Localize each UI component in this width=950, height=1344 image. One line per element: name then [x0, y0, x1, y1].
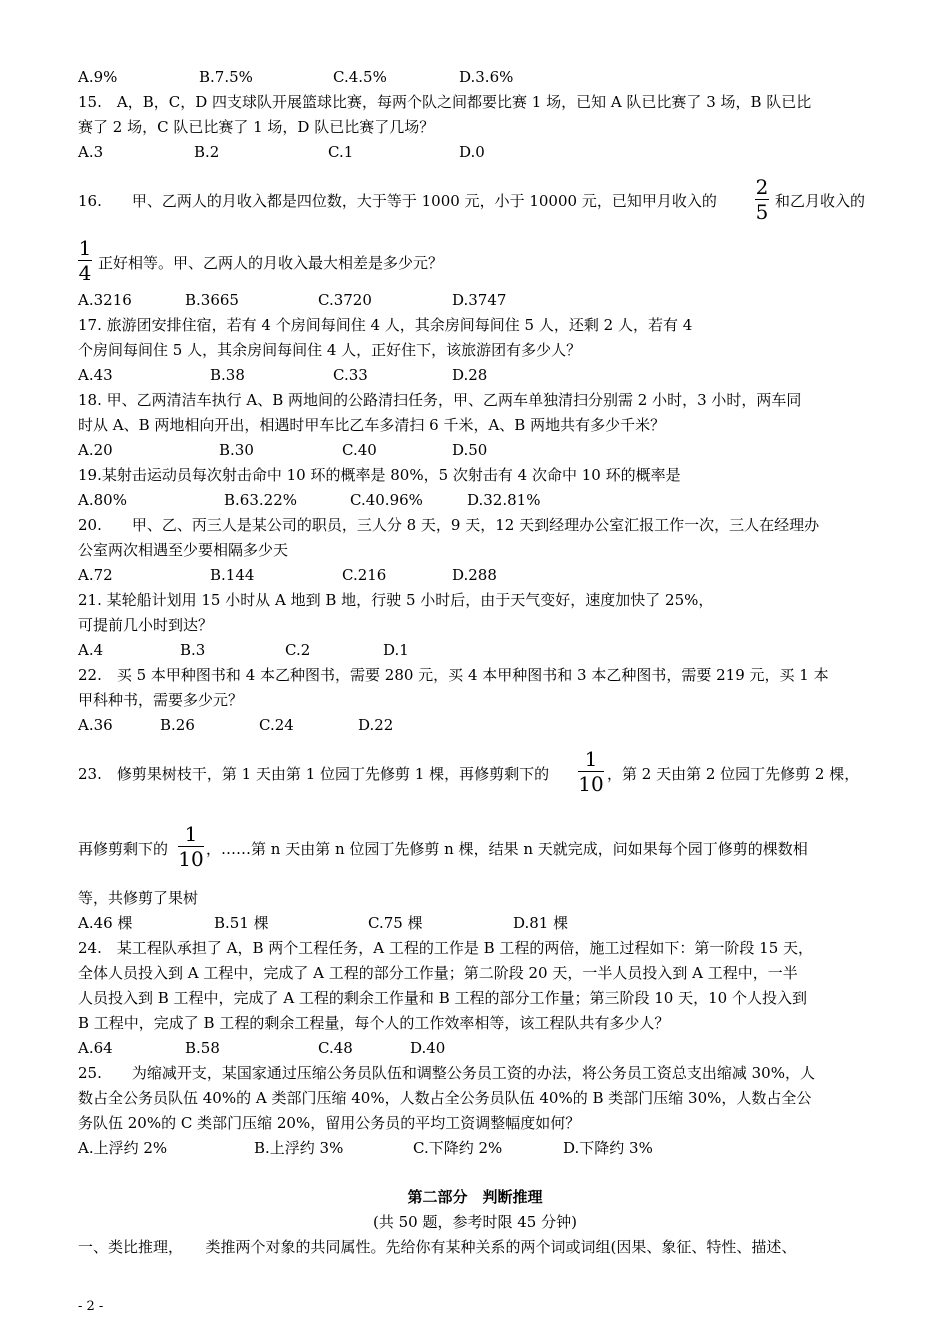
- q15-option-b: B.2: [194, 143, 220, 161]
- q21-option-c: C.2: [285, 641, 311, 659]
- q24-line-3: 人员投入到 B 工程中，完成了 A 工程的剩余工作量和 B 工程的部分工作量；第三阶段 10 天，10 个人投入到: [78, 989, 807, 1007]
- q25-option-b: B.上浮约 3%: [254, 1139, 344, 1157]
- q17-option-c: C.33: [333, 366, 368, 384]
- q20-option-b: B.144: [210, 566, 255, 584]
- q22-option-b: B.26: [160, 716, 195, 734]
- q16-fraction-1-4: [78, 237, 92, 284]
- q25-line-3: 务队伍 20%的 C 类部门压缩 20%，留用公务员的平均工资调整幅度如何？: [78, 1114, 581, 1132]
- fraction-denominator: 4: [78, 261, 92, 285]
- q16-option-c: C.3720: [318, 291, 372, 309]
- q25-line-1: 25. 为缩减开支，某国家通过压缩公务员队伍和调整公务员工资的办法，将公务员工资总支出缩减 30%，人: [78, 1064, 815, 1082]
- q17-line-1: 17. 旅游团安排住宿，若有 4 个房间每间住 4 人，其余房间每间住 5 人，还剩 2 人，若有 4: [78, 316, 693, 334]
- fraction-denominator: 10: [578, 772, 604, 796]
- fraction-numerator: 1: [184, 822, 198, 846]
- q19-line-1: 19.某射击运动员每次射击命中 10 环的概率是 80%，5 次射击有 4 次命中 10 环的概率是: [78, 466, 681, 484]
- q22-option-d: D.22: [358, 716, 394, 734]
- q20-line-2: 公室两次相遇至少要相隔多少天: [78, 541, 289, 559]
- q21-line-1: 21. 某轮船计划用 15 小时从 A 地到 B 地，行驶 5 小时后，由于天气变好，速度加快了 25%，: [78, 591, 714, 609]
- q14-option-d: D.3.6%: [459, 68, 514, 86]
- q20-option-c: C.216: [342, 566, 387, 584]
- q19-option-c: C.40.96%: [350, 491, 423, 509]
- q25-option-c: C.下降约 2%: [413, 1139, 503, 1157]
- q23-option-b: B.51 棵: [214, 914, 269, 932]
- q18-line-1: 18. 甲、乙两清洁车执行 A、B 两地间的公路清扫任务，甲、乙两车单独清扫分别需 2 小时，3 小时，两车同: [78, 391, 802, 409]
- q14-option-c: C.4.5%: [333, 68, 387, 86]
- q17-option-a: A.43: [78, 366, 113, 384]
- q15-option-c: C.1: [328, 143, 354, 161]
- q24-line-2: 全体人员投入到 A 工程中，完成了 A 工程的部分工作量；第二阶段 20 天，一半人员投入到 A 工程中，一半: [78, 964, 798, 982]
- q22-line-1: 22. 买 5 本甲种图书和 4 本乙种图书，需要 280 元，买 4 本甲种图书和 3 本乙种图书，需要 219 元，买 1 本: [78, 666, 829, 684]
- q20-option-a: A.72: [78, 566, 113, 584]
- q24-option-c: C.48: [318, 1039, 353, 1057]
- q23-line-1-tail: ，第 2 天由第 2 位园丁先修剪 2 棵，: [607, 765, 860, 783]
- q15-option-a: A.3: [78, 143, 104, 161]
- q23-option-d: D.81 棵: [513, 914, 569, 932]
- q15-line-1: 15. A，B，C，D 四支球队开展篮球比赛，每两个队之间都要比赛 1 场，已知 A 队已比赛了 3 场，B 队已比: [78, 93, 812, 111]
- section-title: 第二部分 判断推理: [407, 1188, 543, 1206]
- q15-option-d: D.0: [459, 143, 485, 161]
- q16-option-b: B.3665: [185, 291, 239, 309]
- q14-option-b: B.7.5%: [199, 68, 253, 86]
- q16-option-d: D.3747: [452, 291, 507, 309]
- q19-option-a: A.80%: [78, 491, 127, 509]
- q19-option-b: B.63.22%: [224, 491, 297, 509]
- q25-line-2: 数占全公务员队伍 40%的 A 类部门压缩 40%，人数占全公务员队伍 40%的 B 类部门压缩 30%，人数占全公: [78, 1089, 812, 1107]
- section-subtitle: (共 50 题，参考时限 45 分钟): [373, 1213, 577, 1231]
- q18-line-2: 时从 A、B 两地相向开出，相遇时甲车比乙车多清扫 6 千米，A、B 两地共有多少千米？: [78, 416, 666, 434]
- q24-option-d: D.40: [410, 1039, 446, 1057]
- q23-line-2-head: 再修剪剩下的: [78, 840, 169, 858]
- q16-line-1: 16. 甲、乙两人的月收入都是四位数，大于等于 1000 元，小于 10000 元，已知甲月收入的: [78, 192, 717, 210]
- section-intro: 一、类比推理， 类推两个对象的共同属性。先给你有某种关系的两个词或词组(因果、象征、特性、描述、: [78, 1238, 797, 1256]
- fraction-denominator: 10: [178, 847, 204, 871]
- q22-option-c: C.24: [259, 716, 294, 734]
- q16-option-a: A.3216: [78, 291, 132, 309]
- q23-line-2-tail: ，……第 n 天由第 n 位园丁先修剪 n 棵，结果 n 天就完成，问如果每个园丁修剪的棵数相: [206, 840, 808, 858]
- q23-fraction-1-10-b: [178, 823, 204, 870]
- q22-option-a: A.36: [78, 716, 113, 734]
- q16-line-1-tail: 和乙月收入的: [775, 192, 866, 210]
- fraction-numerator: 1: [78, 236, 92, 260]
- q22-line-2: 甲科种书，需要多少元？: [78, 691, 244, 709]
- page-number: - 2 -: [78, 1299, 104, 1314]
- q23-line-1: 23. 修剪果树枝干，第 1 天由第 1 位园丁先修剪 1 棵，再修剪剩下的: [78, 765, 550, 783]
- fraction-denominator: 5: [755, 200, 769, 224]
- q25-option-d: D.下降约 3%: [563, 1139, 653, 1157]
- q23-option-c: C.75 棵: [368, 914, 423, 932]
- q16-fraction-2-5: [755, 176, 769, 223]
- q23-option-a: A.46 棵: [78, 914, 133, 932]
- q24-line-4: B 工程中，完成了 B 工程的剩余工程量，每个人的工作效率相等，该工程队共有多少人？: [78, 1014, 670, 1032]
- q23-line-3: 等，共修剪了果树: [78, 889, 199, 907]
- fraction-numerator: 2: [755, 175, 769, 199]
- q18-option-a: A.20: [78, 441, 113, 459]
- q25-option-a: A.上浮约 2%: [78, 1139, 168, 1157]
- q21-option-d: D.1: [383, 641, 409, 659]
- q15-line-2: 赛了 2 场，C 队已比赛了 1 场，D 队已比赛了几场？: [78, 118, 435, 136]
- q20-option-d: D.288: [452, 566, 497, 584]
- q18-option-b: B.30: [219, 441, 254, 459]
- q24-option-b: B.58: [185, 1039, 220, 1057]
- q24-option-a: A.64: [78, 1039, 113, 1057]
- q23-fraction-1-10-a: [578, 748, 604, 795]
- q17-line-2: 个房间每间住 5 人，其余房间每间住 4 人，正好住下，该旅游团有多少人？: [78, 341, 582, 359]
- q21-line-2: 可提前几小时到达？: [78, 616, 214, 634]
- q21-option-b: B.3: [180, 641, 206, 659]
- q17-option-b: B.38: [210, 366, 245, 384]
- fraction-numerator: 1: [584, 747, 598, 771]
- q14-option-a: A.9%: [78, 68, 118, 86]
- q19-option-d: D.32.81%: [467, 491, 541, 509]
- q16-line-2: 正好相等。甲、乙两人的月收入最大相差是多少元？: [98, 254, 444, 272]
- q24-line-1: 24. 某工程队承担了 A，B 两个工程任务，A 工程的工作是 B 工程的两倍，施工过程如下：第一阶段 15 天，: [78, 939, 814, 957]
- q20-line-1: 20. 甲、乙、丙三人是某公司的职员，三人分 8 天，9 天，12 天到经理办公室汇报工作一次，三人在经理办: [78, 516, 820, 534]
- q18-option-d: D.50: [452, 441, 488, 459]
- q17-option-d: D.28: [452, 366, 488, 384]
- q18-option-c: C.40: [342, 441, 377, 459]
- q21-option-a: A.4: [78, 641, 104, 659]
